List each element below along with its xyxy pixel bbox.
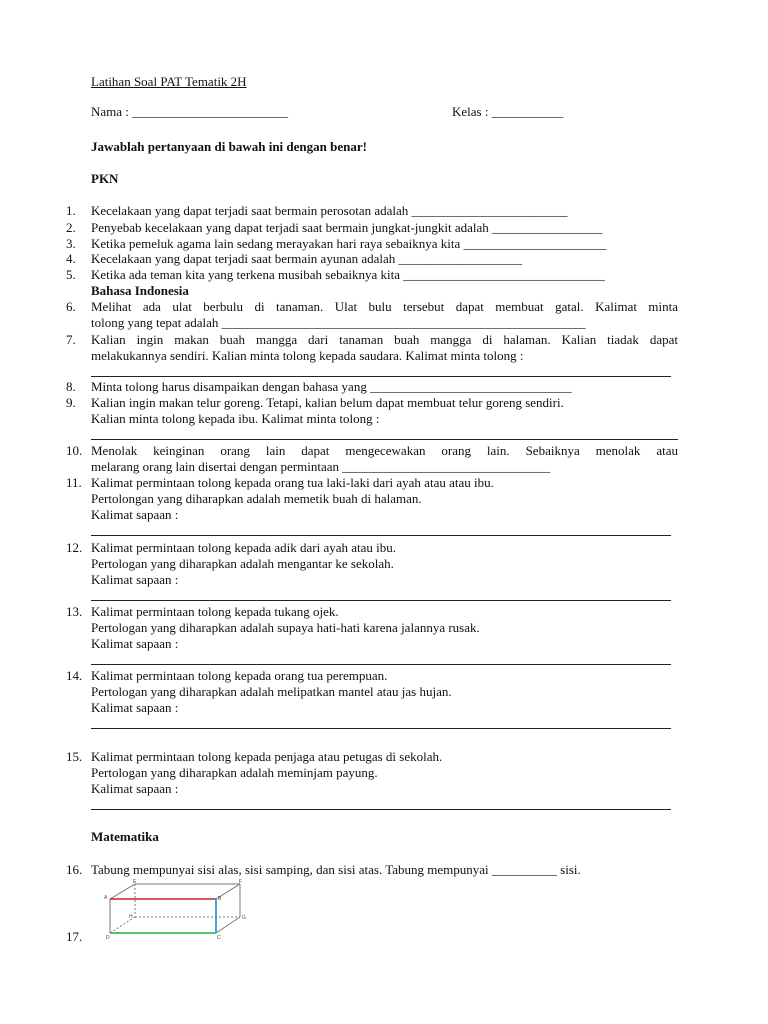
class-field-label: Kelas : ___________ bbox=[452, 104, 564, 119]
question-prompt: Kalimat sapaan : bbox=[91, 700, 179, 715]
question-number: 6. bbox=[66, 299, 76, 314]
question-number: 13. bbox=[66, 604, 83, 619]
question-text: Kalian ingin makan buah mangga dari tanaman buah mangga di halaman. Kalian tiadak dapat bbox=[91, 332, 678, 347]
vertex-label-a: A bbox=[104, 895, 108, 901]
cuboid-figure bbox=[100, 878, 250, 940]
question-8 bbox=[66, 379, 678, 395]
answer-line[interactable] bbox=[91, 376, 671, 377]
question-number: 15. bbox=[66, 749, 83, 764]
question-16 bbox=[66, 862, 678, 878]
question-text-continued: Pertologan yang diharapkan adalah supaya hati-hati karena jalannya rusak. bbox=[91, 620, 480, 635]
answer-line[interactable] bbox=[91, 664, 671, 665]
answer-line[interactable] bbox=[91, 439, 678, 440]
question-number: 2. bbox=[66, 220, 76, 235]
question-text: Kecelakaan yang dapat terjadi saat bermain perosotan adalah ________________________ bbox=[91, 203, 568, 218]
vertex-label-g: G bbox=[242, 915, 246, 921]
question-number: 11. bbox=[66, 475, 82, 490]
question-text: Ketika ada teman kita yang terkena musibah sebaiknya kita _______________________________ bbox=[91, 267, 605, 282]
question-15 bbox=[66, 749, 678, 797]
vertex-label-b: B bbox=[218, 896, 222, 902]
name-field-label: Nama : ________________________ bbox=[91, 104, 289, 119]
question-number: 3. bbox=[66, 236, 76, 251]
question-text: Menolak keinginan orang lain dapat mengecewakan orang lain. Sebaiknya menolak atau bbox=[91, 443, 678, 458]
question-1 bbox=[66, 203, 678, 219]
question-10 bbox=[66, 443, 678, 475]
question-text: Kalimat permintaan tolong kepada penjaga atau petugas di sekolah. bbox=[91, 749, 443, 764]
question-17-number: 17. bbox=[66, 929, 83, 944]
section-heading-pkn: PKN bbox=[91, 171, 119, 186]
question-number: 7. bbox=[66, 332, 76, 347]
question-text: Tabung mempunyai sisi alas, sisi samping, dan sisi atas. Tabung mempunyai __________ sisi. bbox=[91, 862, 581, 877]
question-6 bbox=[66, 299, 678, 331]
vertex-label-h: H bbox=[129, 914, 133, 920]
answer-line[interactable] bbox=[91, 535, 671, 536]
vertex-label-c: C bbox=[217, 935, 221, 940]
vertex-label-f: F bbox=[239, 879, 243, 885]
vertex-label-d: D bbox=[106, 935, 110, 940]
question-text-continued: Kalian minta tolong kepada ibu. Kalimat minta tolong : bbox=[91, 411, 380, 426]
question-number: 14. bbox=[66, 668, 83, 683]
cuboid-frame bbox=[110, 884, 240, 933]
answer-line[interactable] bbox=[91, 600, 671, 601]
instruction-text: Jawablah pertanyaan di bawah ini dengan benar! bbox=[91, 139, 367, 154]
question-prompt: Kalimat sapaan : bbox=[91, 507, 179, 522]
question-number: 10. bbox=[66, 443, 83, 458]
question-text: Kecelakaan yang dapat terjadi saat bermain ayunan adalah ___________________ bbox=[91, 251, 523, 266]
question-number: 8. bbox=[66, 379, 76, 394]
question-text: Kalimat permintaan tolong kepada tukang ojek. bbox=[91, 604, 339, 619]
question-text: Melihat ada ulat berbulu di tanaman. Ulat bulu tersebut dapat membuat gatal. Kalimat minta bbox=[91, 299, 678, 314]
question-number: 1. bbox=[66, 203, 76, 218]
question-text: Minta tolong harus disampaikan dengan bahasa yang _______________________________ bbox=[91, 379, 572, 394]
question-text-continued: tolong yang tepat adalah ________________________________________________________ bbox=[91, 315, 586, 330]
vertex-label-e: E bbox=[133, 879, 137, 885]
question-text-continued: melakukannya sendiri. Kalian minta tolong kepada saudara. Kalimat minta tolong : bbox=[91, 348, 524, 363]
question-text-continued: Pertologan yang diharapkan adalah melipatkan mantel atau jas hujan. bbox=[91, 684, 452, 699]
question-4 bbox=[66, 251, 678, 267]
question-text-continued: Pertologan yang diharapkan adalah meminjam payung. bbox=[91, 765, 378, 780]
question-3 bbox=[66, 236, 678, 252]
question-prompt: Kalimat sapaan : bbox=[91, 572, 179, 587]
section-heading-bahasa-indonesia: Bahasa Indonesia bbox=[91, 283, 189, 298]
question-number: 4. bbox=[66, 251, 76, 266]
question-text-continued: melarang orang lain disertai dengan permintaan ________________________________ bbox=[91, 459, 551, 474]
question-text: Kalimat permintaan tolong kepada orang tua perempuan. bbox=[91, 668, 388, 683]
question-13 bbox=[66, 604, 678, 652]
question-14 bbox=[66, 668, 678, 716]
question-number: 16. bbox=[66, 862, 83, 877]
question-9 bbox=[66, 395, 678, 427]
question-number: 9. bbox=[66, 395, 76, 410]
question-prompt: Kalimat sapaan : bbox=[91, 781, 179, 796]
question-text: Kalimat permintaan tolong kepada orang tua laki-laki dari ayah atau atau ibu. bbox=[91, 475, 494, 490]
question-text: Penyebab kecelakaan yang dapat terjadi saat bermain jungkat-jungkit adalah _________________ bbox=[91, 220, 603, 235]
question-prompt: Kalimat sapaan : bbox=[91, 636, 179, 651]
question-text: Ketika pemeluk agama lain sedang merayakan hari raya sebaiknya kita ______________________ bbox=[91, 236, 607, 251]
worksheet-title: Latihan Soal PAT Tematik 2H bbox=[91, 74, 247, 89]
question-text: Kalian ingin makan telur goreng. Tetapi, kalian belum dapat membuat telur goreng sendiri. bbox=[91, 395, 564, 410]
question-7 bbox=[66, 332, 678, 364]
question-12 bbox=[66, 540, 678, 588]
answer-line[interactable] bbox=[91, 809, 671, 810]
question-2 bbox=[66, 220, 678, 236]
question-text: Kalimat permintaan tolong kepada adik dari ayah atau ibu. bbox=[91, 540, 397, 555]
question-text-continued: Pertolongan yang diharapkan adalah memetik buah di halaman. bbox=[91, 491, 422, 506]
question-text-continued: Pertologan yang diharapkan adalah mengantar ke sekolah. bbox=[91, 556, 394, 571]
section-heading-matematika: Matematika bbox=[91, 829, 159, 844]
question-11 bbox=[66, 475, 678, 523]
question-number: 12. bbox=[66, 540, 83, 555]
question-5 bbox=[66, 267, 678, 283]
question-number: 5. bbox=[66, 267, 76, 282]
answer-line[interactable] bbox=[91, 728, 671, 729]
